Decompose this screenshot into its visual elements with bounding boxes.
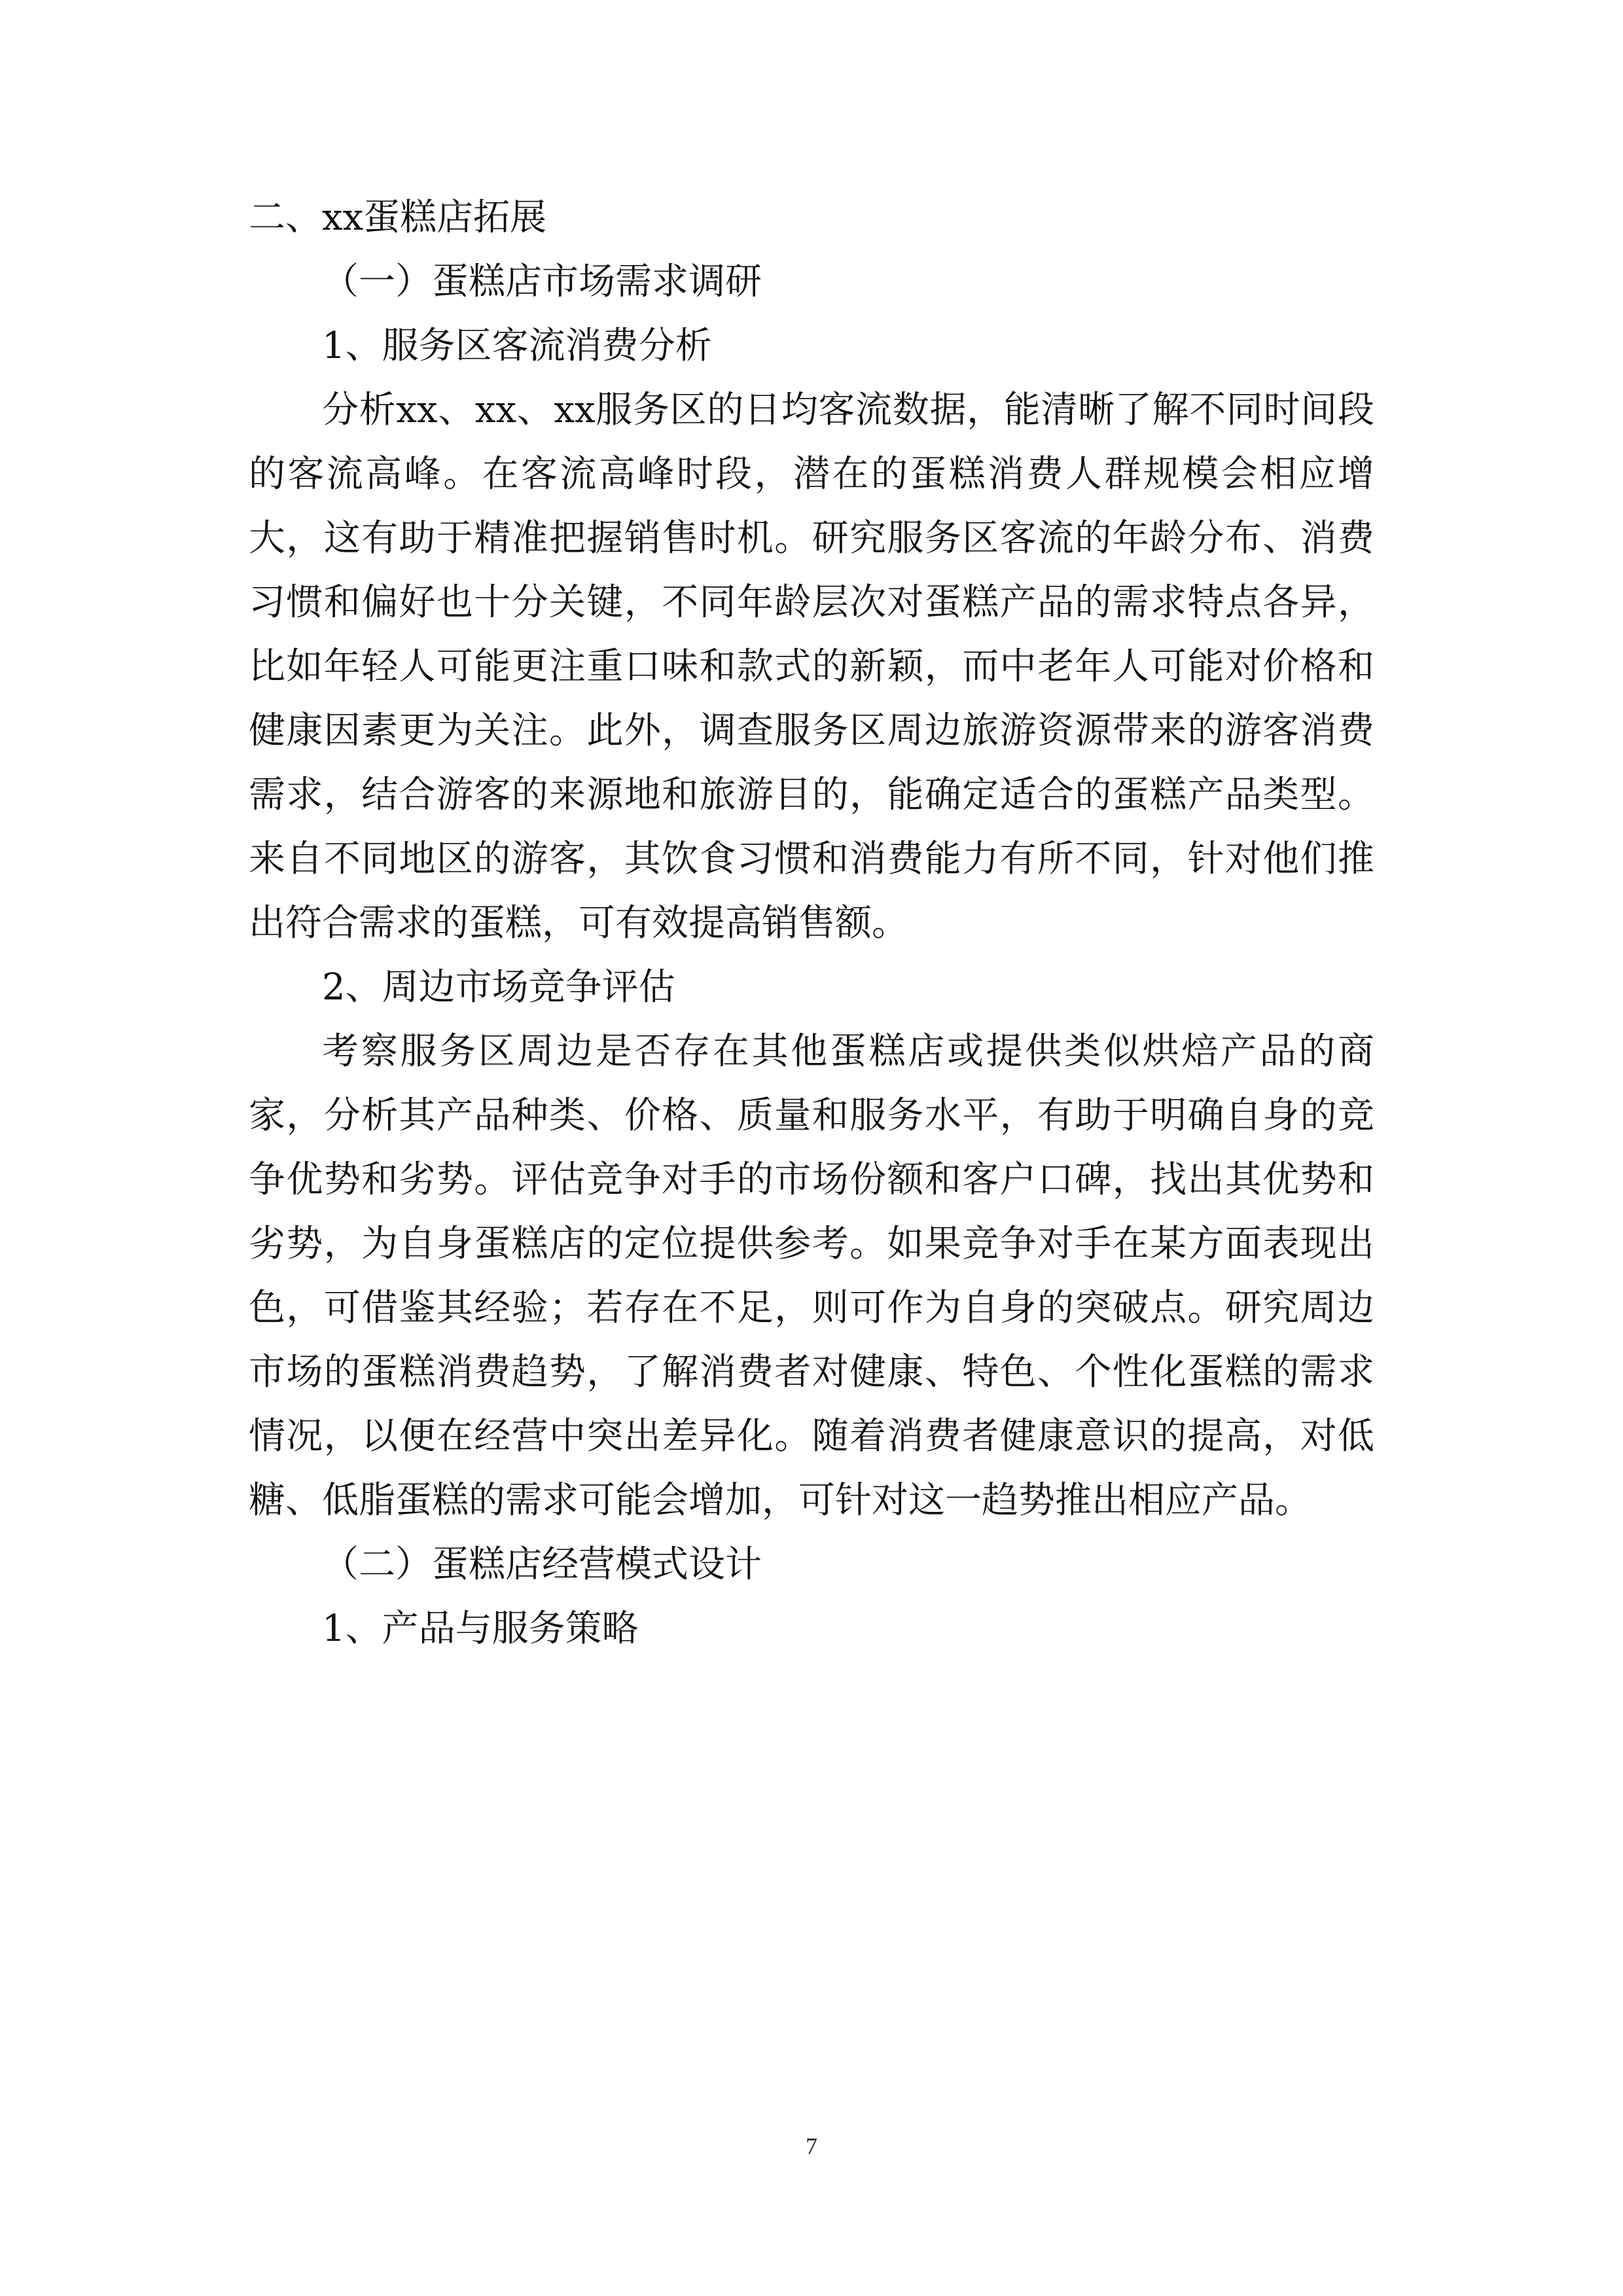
subsection-heading-market-research: （一）蛋糕店市场需求调研 [322,260,762,303]
page-number: 7 [806,2133,817,2159]
paragraph-traffic-analysis: 分析xx、xx、xx服务区的日均客流数据，能清晰了解不同时间段的客流高峰。在客流高峰时段，潜在的蛋糕消费人群规模会相应增大，这有助于精准把握销售时机。研究服务区客流的年龄分布、消费习惯和偏好也十分关键，不同年龄层次对蛋糕产品的需求特点各异，比如年轻人可能更注重口味和款式的新颖，而中老年人可能对价格和健康因素更为关注。此外，调查服务区周边旅游资源带来的游客消费需求，结合游客的来源地和旅游目的，能确定适合的蛋糕产品类型。来自不同地区的游客，其饮食习惯和消费能力有所不同，针对他们推出符合需求的蛋糕，可有效提高销售额。 [249,389,1374,944]
item-heading-product-strategy: 1、产品与服务策略 [322,1607,639,1650]
document-body [249,186,1374,1661]
subsection-heading-business-model: （二）蛋糕店经营模式设计 [322,1543,762,1586]
item-heading-traffic-analysis: 1、服务区客流消费分析 [322,325,712,367]
paragraph-competition: 考察服务区周边是否存在其他蛋糕店或提供类似烘焙产品的商家，分析其产品种类、价格、质量和服务水平，有助于明确自身的竞争优势和劣势。评估竞争对手的市场份额和客户口碑，找出其优势和劣势，为自身蛋糕店的定位提供参考。如果竞争对手在某方面表现出色，可借鉴其经验；若存在不足，则可作为自身的突破点。研究周边市场的蛋糕消费趋势，了解消费者对健康、特色、个性化蛋糕的需求情况，以便在经营中突出差异化。随着消费者健康意识的提高，对低糖、低脂蛋糕的需求可能会增加，可针对这一趋势推出相应产品。 [249,1030,1374,1522]
section-title: 二、xx蛋糕店拓展 [249,196,547,239]
item-heading-competition: 2、周边市场竞争评估 [322,966,675,1009]
